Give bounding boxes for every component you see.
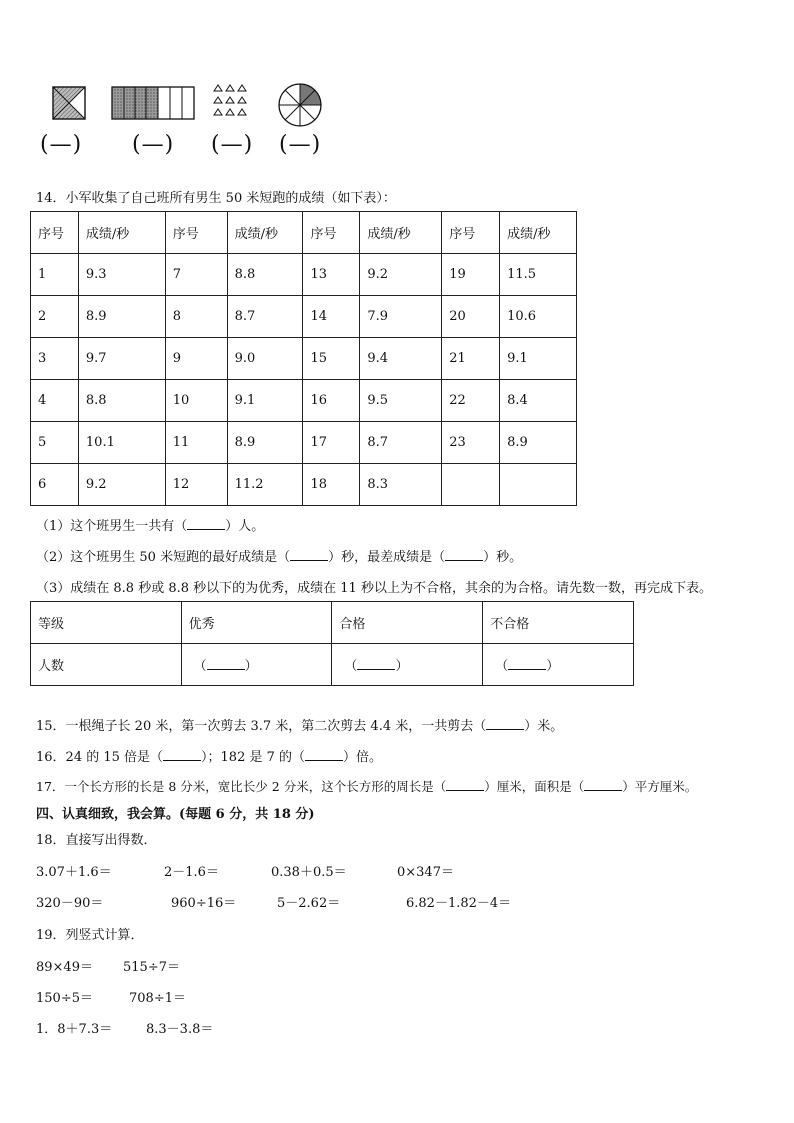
table-cell: 18 — [303, 464, 360, 506]
table-cell: 9.1 — [500, 338, 577, 380]
table-cell: 16 — [303, 380, 360, 422]
table-cell: 1 — [31, 254, 79, 296]
q15 — [36, 715, 563, 734]
table-cell: 9.0 — [227, 338, 303, 380]
q19-item: 8.3－3.8＝ — [146, 1022, 214, 1037]
table-cell: 10 — [165, 380, 227, 422]
table-cell: 9.4 — [360, 338, 442, 380]
table-cell: 9.2 — [360, 254, 442, 296]
header-cell: 序号 — [31, 212, 79, 254]
table-cell: 7.9 — [360, 296, 442, 338]
table-cell: 17 — [303, 422, 360, 464]
q14-sub2-text-a: （2）这个班男生 50 米短跑的最好成绩是（ — [36, 550, 291, 565]
figure-blank-2[interactable]: (—) — [132, 132, 175, 157]
close-paren: ） — [244, 659, 258, 674]
open-paren: （ — [344, 659, 358, 674]
open-paren: （ — [495, 659, 509, 674]
q19-item: 515÷7＝ — [123, 960, 180, 975]
table-row — [31, 464, 577, 506]
table-cell: 8.9 — [78, 296, 165, 338]
q18-item: 0×347＝ — [397, 865, 454, 880]
q18-title: 18．直接写出得数． — [36, 833, 157, 848]
table-cell: 8.8 — [78, 380, 165, 422]
table-cell: 11.5 — [500, 254, 577, 296]
header-cell: 成绩/秒 — [227, 212, 303, 254]
table-cell: 15 — [303, 338, 360, 380]
answer-blank[interactable] — [290, 549, 328, 561]
header-cell: 合格 — [332, 602, 483, 644]
q14-title: 14．小军收集了自己班所有男生 50 米短跑的成绩（如下表）： — [36, 191, 396, 206]
table-cell: 10.6 — [500, 296, 577, 338]
grade-count-excellent[interactable] — [181, 644, 332, 686]
table-cell: 9.5 — [360, 380, 442, 422]
table-cell[interactable] — [500, 464, 577, 506]
q19-item: 1．8＋7.3＝ — [36, 1022, 113, 1037]
table-cell: 8.7 — [227, 296, 303, 338]
q18-item: 0.38＋0.5＝ — [271, 865, 347, 880]
q17 — [36, 777, 697, 795]
table-cell: 10.1 — [78, 422, 165, 464]
table-cell: 5 — [31, 422, 79, 464]
table-cell: 20 — [442, 296, 500, 338]
figure-blank-1[interactable]: (—) — [40, 132, 83, 157]
q14-score-table — [30, 211, 577, 506]
table-header-row — [31, 602, 634, 644]
q17-text-a: 17．一个长方形的长是 8 分米，宽比长少 2 分米，这个长方形的周长是（ — [36, 779, 447, 794]
q14-sub1 — [36, 515, 264, 534]
header-cell: 序号 — [442, 212, 500, 254]
table-row — [31, 338, 577, 380]
answer-blank[interactable] — [163, 749, 201, 761]
q14-sub1-text-a: （1）这个班男生一共有（ — [36, 519, 188, 534]
q19-item: 150÷5＝ — [36, 991, 93, 1006]
table-cell: 4 — [31, 380, 79, 422]
table-cell: 3 — [31, 338, 79, 380]
table-cell: 11 — [165, 422, 227, 464]
grade-row-label: 人数 — [31, 644, 182, 686]
q14-sub2-text-b: ）秒，最差成绩是（ — [328, 550, 446, 565]
answer-blank[interactable] — [446, 779, 484, 791]
table-cell: 9.2 — [78, 464, 165, 506]
header-cell: 成绩/秒 — [78, 212, 165, 254]
table-cell: 8.4 — [500, 380, 577, 422]
table-row — [31, 644, 634, 686]
answer-blank[interactable] — [486, 718, 524, 730]
q14-sub2-text-c: ）秒。 — [483, 550, 523, 565]
answer-blank[interactable] — [207, 658, 245, 670]
table-cell: 9.1 — [227, 380, 303, 422]
table-cell[interactable] — [442, 464, 500, 506]
grade-count-pass[interactable] — [332, 644, 483, 686]
q18-item: 960÷16＝ — [171, 896, 237, 911]
table-cell: 8.7 — [360, 422, 442, 464]
q18-item: 3.07＋1.6＝ — [36, 865, 112, 880]
figure-blank-4[interactable]: (—) — [279, 132, 322, 157]
q14-grade-table — [30, 601, 634, 686]
open-paren: （ — [193, 659, 207, 674]
table-cell: 2 — [31, 296, 79, 338]
table-cell: 9.7 — [78, 338, 165, 380]
figure-triangles — [213, 84, 253, 120]
table-cell: 8.3 — [360, 464, 442, 506]
q18-item: 6.82－1.82－4＝ — [406, 896, 512, 911]
q17-text-b: ）厘米，面积是（ — [484, 779, 585, 794]
header-cell: 序号 — [303, 212, 360, 254]
section4-title: 四、认真细致，我会算。(每题 6 分，共 18 分) — [36, 807, 315, 822]
header-cell: 优秀 — [181, 602, 332, 644]
answer-blank[interactable] — [445, 549, 483, 561]
header-cell: 等级 — [31, 602, 182, 644]
table-row — [31, 254, 577, 296]
q16-text-c: ）倍。 — [343, 750, 383, 765]
q14-sub1-text-b: ）人。 — [225, 519, 265, 534]
q19-item: 708÷1＝ — [129, 991, 186, 1006]
q15-text-a: 15．一根绳子长 20 米，第一次剪去 3.7 米，第二次剪去 4.4 米，一共剪去（ — [36, 719, 487, 734]
q18-item: 5－2.62＝ — [277, 896, 341, 911]
header-cell: 成绩/秒 — [360, 212, 442, 254]
q14-sub3: （3）成绩在 8.8 秒或 8.8 秒以下的为优秀，成绩在 11 秒以上为不合格，其余的为合格。请先数一数，再完成下表。 — [36, 581, 712, 596]
close-paren: ） — [395, 659, 409, 674]
figure-square-quarters — [52, 86, 86, 120]
answer-blank[interactable] — [305, 749, 343, 761]
answer-blank[interactable] — [584, 779, 622, 791]
q19-item: 89×49＝ — [36, 960, 93, 975]
q15-text-b: ）米。 — [524, 719, 564, 734]
close-paren: ） — [546, 659, 560, 674]
answer-blank[interactable] — [508, 658, 546, 670]
q19-title: 19．列竖式计算． — [36, 928, 144, 943]
table-cell: 9.3 — [78, 254, 165, 296]
q17-text-c: ）平方厘米。 — [622, 779, 698, 794]
q18-item: 320－90＝ — [36, 896, 104, 911]
table-cell: 19 — [442, 254, 500, 296]
figure-rectangle-strips — [111, 86, 195, 120]
table-row — [31, 380, 577, 422]
table-cell: 22 — [442, 380, 500, 422]
q14-sub2 — [36, 546, 522, 565]
table-cell: 8.9 — [227, 422, 303, 464]
table-cell: 6 — [31, 464, 79, 506]
table-cell: 21 — [442, 338, 500, 380]
q16-text-a: 16．24 的 15 倍是（ — [36, 750, 164, 765]
q18-item: 2－1.6＝ — [164, 865, 219, 880]
header-cell: 序号 — [165, 212, 227, 254]
header-cell: 成绩/秒 — [500, 212, 577, 254]
table-cell: 8 — [165, 296, 227, 338]
table-cell: 8.9 — [500, 422, 577, 464]
answer-blank[interactable] — [357, 658, 395, 670]
table-cell: 9 — [165, 338, 227, 380]
table-cell: 8.8 — [227, 254, 303, 296]
table-cell: 7 — [165, 254, 227, 296]
table-row — [31, 296, 577, 338]
figure-blank-3[interactable]: (—) — [211, 132, 254, 157]
grade-count-fail[interactable] — [483, 644, 634, 686]
table-row — [31, 422, 577, 464]
table-header-row — [31, 212, 577, 254]
header-cell: 不合格 — [483, 602, 634, 644]
table-cell: 12 — [165, 464, 227, 506]
figure-circle-sectors — [277, 82, 323, 128]
answer-blank[interactable] — [187, 518, 225, 530]
table-cell: 13 — [303, 254, 360, 296]
q16 — [36, 746, 382, 765]
q16-text-b: ）；182 是 7 的（ — [201, 750, 306, 765]
table-cell: 11.2 — [227, 464, 303, 506]
table-cell: 23 — [442, 422, 500, 464]
table-cell: 14 — [303, 296, 360, 338]
